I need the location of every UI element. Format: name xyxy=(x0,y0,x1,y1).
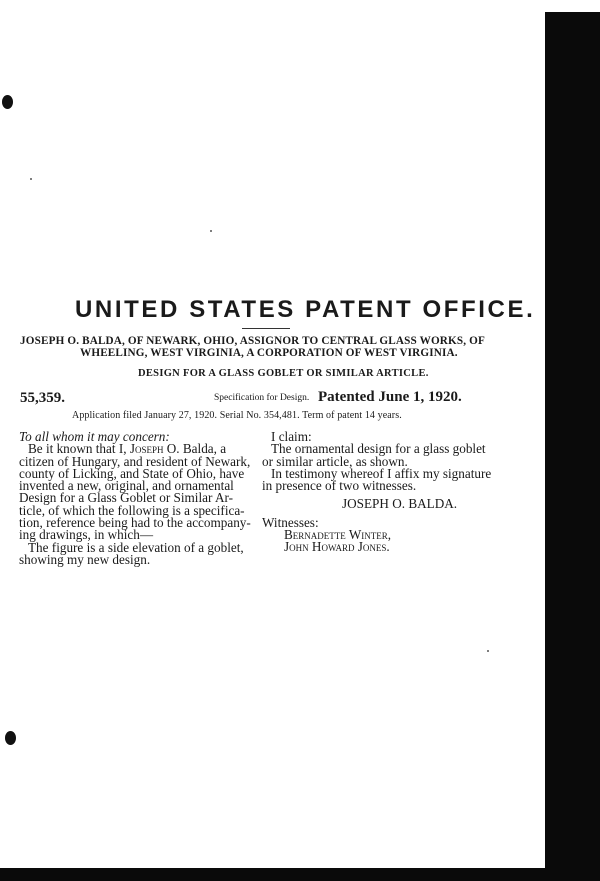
witness-name: Bernadette Winter, xyxy=(284,527,392,543)
assignor-line-2: WHEELING, WEST VIRGINIA, A CORPORATION OF WEST VIRGINIA. xyxy=(80,347,458,359)
inventor-signature: JOSEPH O. BALDA. xyxy=(342,496,458,512)
scan-speck xyxy=(210,230,212,232)
assignor-block xyxy=(20,335,485,359)
assignor-line-1: JOSEPH O. BALDA, OF NEWARK, OHIO, ASSIGNOR TO CENTRAL GLASS WORKS, OF xyxy=(20,335,485,347)
punch-hole-bottom xyxy=(5,731,16,745)
body-line: ing drawings, in which— xyxy=(19,527,154,543)
body-line: showing my new design. xyxy=(19,551,151,567)
claim-label: I claim: xyxy=(271,429,312,444)
scan-speck xyxy=(30,178,32,180)
scan-bottom-bar xyxy=(0,868,600,881)
body-line: Design for a Glass Goblet or Similar Ar- xyxy=(19,490,233,506)
body-line: tion, reference being had to the accompany- xyxy=(19,515,251,531)
body-line: citizen of Hungary, and resident of Newark, xyxy=(19,453,251,469)
testimony-line: In testimony whereof I affix my signature xyxy=(271,465,492,481)
claim-line: or similar article, as shown. xyxy=(262,453,408,469)
scan-edge-bar xyxy=(545,12,600,881)
right-column xyxy=(262,431,502,554)
title-rule xyxy=(242,328,290,329)
design-title: DESIGN FOR A GLASS GOBLET OR SIMILAR ARTICLE. xyxy=(138,368,429,379)
application-line: Application filed January 27, 1920. Serial No. 354,481. Term of patent 14 years. xyxy=(72,410,402,421)
body-line: The figure is a side elevation of a goblet, xyxy=(28,539,244,555)
body-line: ticle, of which the following is a specifica- xyxy=(19,502,245,518)
salutation: To all whom it may concern: xyxy=(19,429,170,444)
body-line: invented a new, original, and ornamental xyxy=(19,478,234,494)
specification-label: Specification for Design. xyxy=(214,393,310,403)
witnesses-label: Witnesses: xyxy=(262,514,319,530)
punch-hole-top xyxy=(2,95,13,109)
left-column xyxy=(19,429,251,567)
patented-date: Patented June 1, 1920. xyxy=(318,389,462,405)
testimony-line: in presence of two witnesses. xyxy=(262,478,417,494)
text-run: Be it known that I, xyxy=(28,441,130,457)
witness-name: John Howard Jones. xyxy=(284,539,390,555)
body-line: county of Licking, and State of Ohio, have xyxy=(19,465,245,481)
scan-speck xyxy=(487,650,489,652)
inventor-first-name: Joseph xyxy=(129,441,164,457)
office-title: UNITED STATES PATENT OFFICE. xyxy=(75,296,536,323)
patent-number: 55,359. xyxy=(20,390,65,406)
claim-line: The ornamental design for a glass goblet xyxy=(271,441,486,457)
text-run: O. Balda, a xyxy=(163,441,227,457)
